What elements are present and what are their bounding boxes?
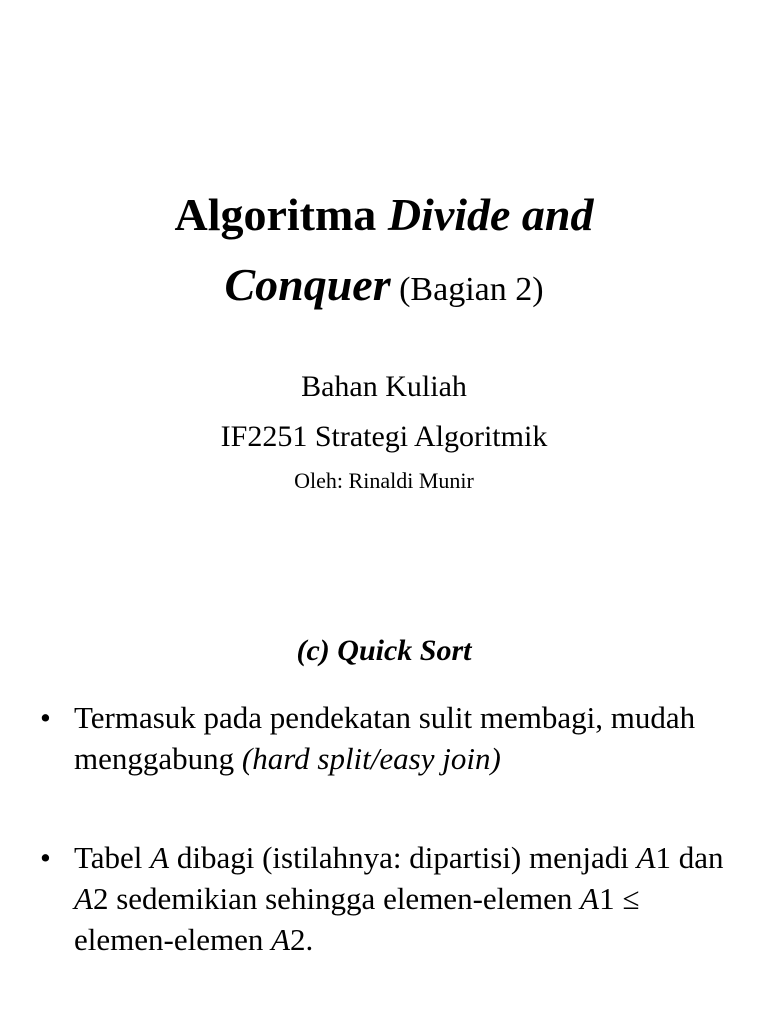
- section-heading: (c) Quick Sort: [296, 634, 472, 667]
- slide-title: [0, 180, 768, 325]
- b2-seg6: 2.: [290, 922, 314, 957]
- bullet-text-1: [74, 697, 740, 779]
- b2-seg5: 1 ≤ elemen-elemen: [74, 881, 640, 957]
- bullet-dot-icon: •: [40, 700, 51, 735]
- author-line: Oleh: Rinaldi Munir: [294, 468, 474, 493]
- bullet-1-italic: (hard split/easy join): [241, 741, 501, 776]
- bullet-item-2: [40, 837, 740, 960]
- b2-var-a4: A: [271, 922, 291, 957]
- title-part-3: Conquer: [224, 259, 391, 310]
- b2-seg2: dibagi (istilahnya: dipartisi) menjadi: [169, 840, 637, 875]
- title-part-1: Algoritma: [174, 189, 388, 240]
- b2-seg3: 1 dan: [655, 840, 724, 875]
- bullet-item-1: [40, 697, 740, 779]
- b2-var-a3: A: [580, 881, 600, 916]
- title-part-4: (Bagian 2): [390, 271, 544, 308]
- b2-seg1: Tabel: [74, 840, 151, 875]
- bullet-text-2: [74, 837, 740, 960]
- bullet-dot-icon: •: [40, 840, 51, 875]
- b2-var-a: A: [150, 840, 170, 875]
- title-part-2: Divide and: [387, 189, 594, 240]
- course-name: IF2251 Strategi Algoritmik: [220, 420, 548, 453]
- b2-var-a2: A: [74, 881, 93, 916]
- b2-var-a1: A: [636, 840, 656, 875]
- course-material-label: Bahan Kuliah: [301, 370, 467, 403]
- b2-seg4: 2 sedemikian sehingga elemen-elemen: [92, 881, 581, 916]
- bullet-1-text: Termasuk pada pendekatan sulit membagi, mudah menggabung: [74, 700, 696, 776]
